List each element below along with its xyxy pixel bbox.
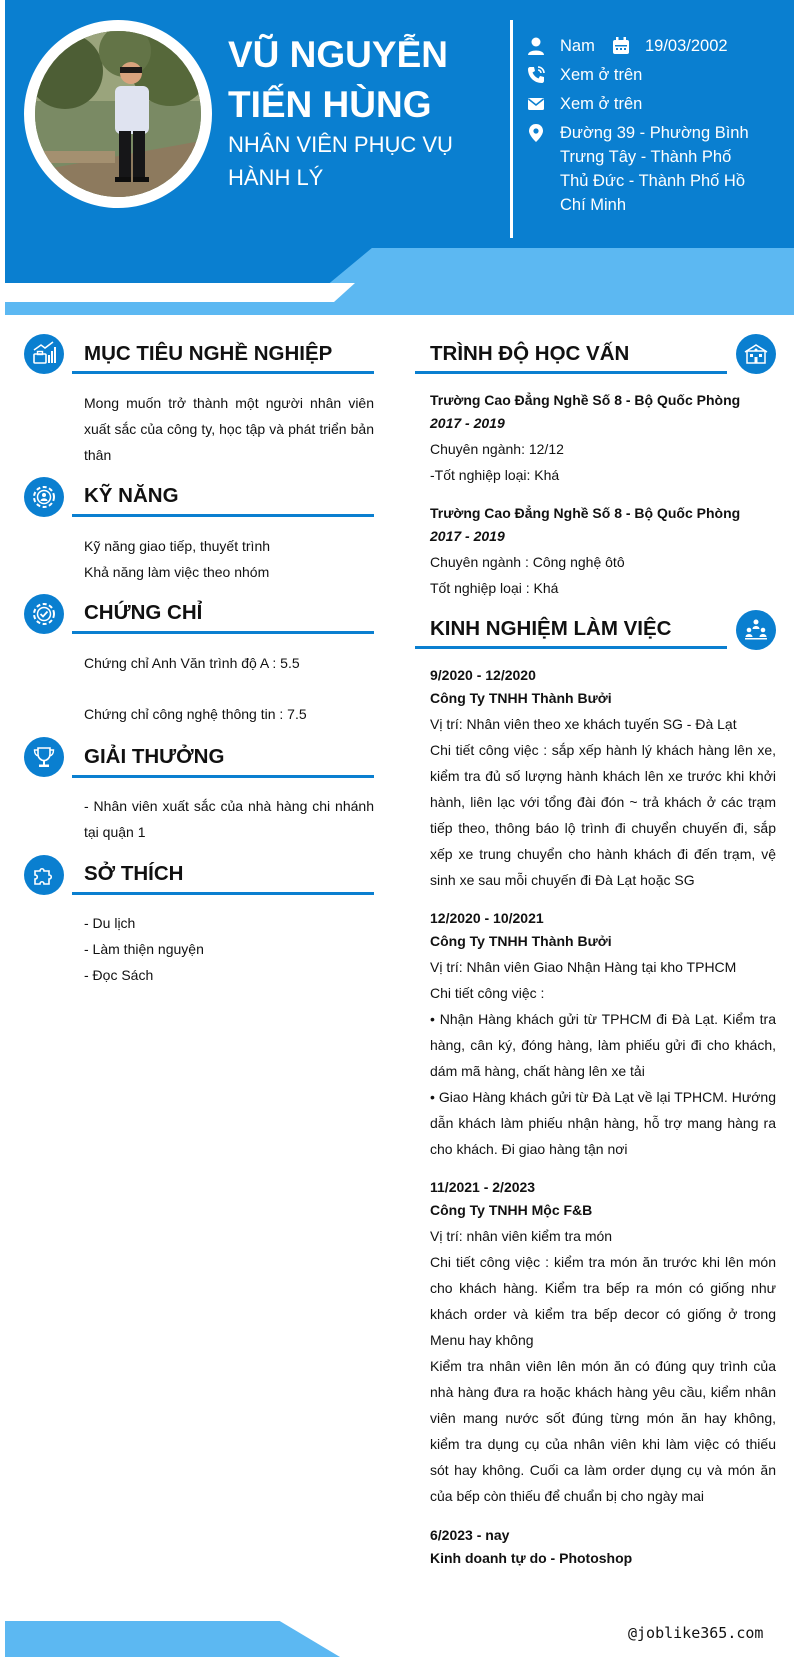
job-detail-bullet: • Giao Hàng khách gửi từ Đà Lạt về lại TPHCM. Hướng dẫn khách làm phiếu nhận hàng, hỗ trợ mang hàng ra cho khách. Đi giao hàng tận nơi [430,1089,776,1157]
job-company: Công Ty TNHH Thành Bưởi [430,933,612,949]
phone-row [526,63,642,87]
job-role: Vị trí: Nhân viên theo xe khách tuyến SG - Đà Lạt [430,716,737,732]
email-row [526,92,642,116]
phone-icon [526,65,546,85]
avatar-photo [35,31,201,197]
job-role: Vị trí: Nhân viên Giao Nhận Hàng tại kho TPHCM [430,959,737,975]
skills-underline [72,514,374,517]
certificate-item: Chứng chỉ Anh Văn trình độ A : 5.5 [84,655,300,671]
education-detail: -Tốt nghiệp loại: Khá [430,467,560,483]
hobby-item: - Đọc Sách [84,967,154,983]
job-period: 6/2023 - nay [430,1527,510,1543]
hobbies-icon [24,855,64,895]
education-icon [736,334,776,374]
job-company: Công Ty TNHH Thành Bưởi [430,690,612,706]
location-pin-icon [526,123,546,143]
address-line: Đường 39 - Phường Bình [560,124,749,142]
experience-underline [415,646,727,649]
job-detail-label: Chi tiết công việc : [430,985,545,1001]
objective-underline [72,371,374,374]
job-company: Kinh doanh tự do - Photoshop [430,1550,633,1566]
skill-item: Kỹ năng giao tiếp, thuyết trình [84,538,271,554]
objective-icon [24,334,64,374]
footer-watermark: @joblike365.com [628,1624,764,1642]
education-years: 2017 - 2019 [430,528,505,544]
education-school: Trường Cao Đẳng Nghề Số 8 - Bộ Quốc Phòng [430,392,741,408]
certificate-item: Chứng chỉ công nghệ thông tin : 7.5 [84,706,307,722]
skills-icon [24,477,64,517]
position-line-2: HÀNH LÝ [228,165,324,190]
objective-title: MỤC TIÊU NGHỀ NGHIỆP [84,342,333,365]
awards-title: GIẢI THƯỞNG [84,745,225,768]
gender-value: Nam [560,37,595,55]
address-row [526,121,749,217]
job-detail: Chi tiết công việc : sắp xếp hành lý khách hàng lên xe, kiểm tra đủ số lượng hành khách lên xe trước khi khởi hành, liên lạc với tổng đài đón ~ trả khách ở các trạm tiếp theo, thông báo lộ trình đi chuyển chuyến đi, sắp xếp xe trung chuyển cho hành khách đi đến trạm, vệ sinh xe sau mỗi chuyến đi Đà Lạt hoặc SG [430,742,776,888]
education-detail: Tốt nghiệp loại : Khá [430,580,559,596]
name-line-1: VŨ NGUYỄN [228,34,448,75]
email-value: Xem ở trên [560,95,643,113]
footer-decor-shape [5,1621,340,1657]
awards-underline [72,775,374,778]
gender-row [526,34,595,58]
education-years: 2017 - 2019 [430,415,505,431]
certificates-title: CHỨNG CHỈ [84,601,203,624]
envelope-icon [526,94,546,114]
address-line: Trưng Tây - Thành Phố [560,148,732,166]
education-detail: Chuyên ngành : Công nghệ ôtô [430,554,625,570]
job-period: 9/2020 - 12/2020 [430,667,536,683]
hobbies-title: SỞ THÍCH [84,862,184,885]
job-detail: Chi tiết công việc : kiểm tra món ăn trước khi lên món cho khách hàng. Kiểm tra bếp ra món có giống như khách order và kiểm tra bếp decor có giống ở trong Menu hay không [430,1254,776,1348]
objective-text: Mong muốn trở thành một người nhân viên xuất sắc của công ty, học tập và phát triển bản thân [84,395,374,463]
address-line: Thủ Đức - Thành Phố Hồ [560,172,745,190]
candidate-name [228,30,488,130]
education-underline [415,371,727,374]
job-company: Công Ty TNHH Mộc F&B [430,1202,593,1218]
certificates-underline [72,631,374,634]
address-value [560,121,749,217]
job-period: 12/2020 - 10/2021 [430,910,544,926]
job-detail: Kiểm tra nhân viên lên món ăn có đúng quy trình của nhà hàng đưa ra hoặc khách hàng yêu cầu, kiểm nhân viên mang nước sốt đúng từng món ăn hay không, kiểm tra dụng cụ của nhân viên khi làm việc có thiếu sót hay không. Cuối ca làm order dụng cụ và món ăn của bếp còn thiếu để chuẩn bị cho ngày mai [430,1358,776,1504]
address-line: Chí Minh [560,196,627,214]
education-school: Trường Cao Đẳng Nghề Số 8 - Bộ Quốc Phòng [430,505,741,521]
phone-value: Xem ở trên [560,66,643,84]
hobby-item: - Du lịch [84,915,136,931]
experience-title: KINH NGHIỆM LÀM VIỆC [430,617,672,640]
user-icon [526,36,546,56]
job-detail-bullet: • Nhận Hàng khách gửi từ TPHCM đi Đà Lạt. Kiểm tra hàng, cân ký, đóng hàng, làm phiếu gửi đi cho khách, dám mã hàng, chất hàng lên xe tải [430,1011,776,1079]
job-position [228,128,488,194]
hobby-item: - Làm thiện nguyện [84,941,204,957]
job-period: 11/2021 - 2/2023 [430,1179,536,1195]
skills-title: KỸ NĂNG [84,484,179,507]
header-divider [510,20,513,238]
awards-icon [24,737,64,777]
position-line-1: NHÂN VIÊN PHỤC VỤ [228,132,453,157]
job-role: Vị trí: nhân viên kiểm tra món [430,1228,613,1244]
certificates-icon [24,594,64,634]
header-decor-shape [5,248,794,283]
award-text: - Nhân viên xuất sắc của nhà hàng chi nhánh tại quận 1 [84,798,374,840]
education-title: TRÌNH ĐỘ HỌC VẤN [430,342,630,365]
birthdate-value: 19/03/2002 [645,37,728,55]
name-line-2: TIẾN HÙNG [228,84,432,125]
avatar [35,31,201,197]
education-detail: Chuyên ngành: 12/12 [430,441,564,457]
experience-icon [736,610,776,650]
hobbies-underline [72,892,374,895]
birthdate-row [611,34,728,58]
skill-item: Khả năng làm việc theo nhóm [84,564,270,580]
calendar-icon [611,36,631,56]
header-white-band [5,283,355,302]
